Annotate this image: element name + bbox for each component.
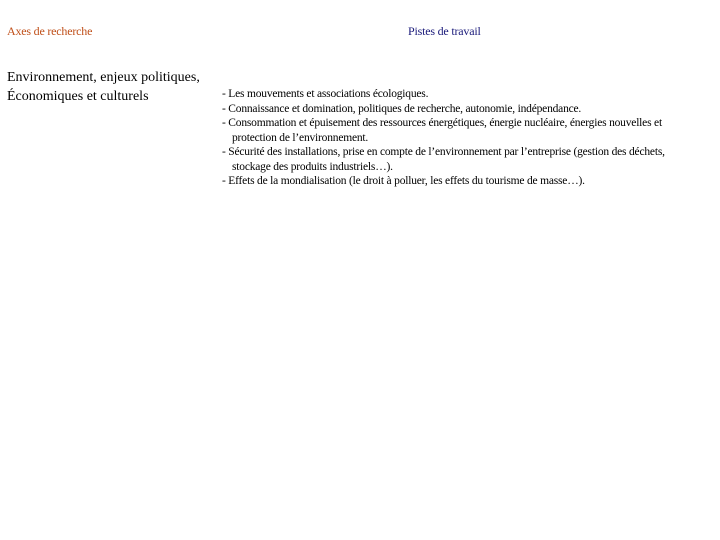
- axes-header: Axes de recherche: [7, 24, 93, 38]
- work-track-item: - Effets de la mondialisation (le droit à polluer, les effets du tourisme de masse…).: [222, 175, 585, 187]
- work-track-item: - Les mouvements et associations écologiques.: [222, 88, 429, 100]
- research-axis-line-2: Économiques et culturels: [7, 89, 149, 104]
- research-axis-line-1: Environnement, enjeux politiques,: [7, 70, 200, 85]
- research-axis-title: [7, 68, 200, 106]
- work-track-item: - Sécurité des installations, prise en compte de l’environnement par l’entreprise (gestion des déchets, stockage des produits industriels…).: [222, 146, 665, 173]
- work-track-item: - Connaissance et domination, politiques de recherche, autonomie, indépendance.: [222, 102, 582, 115]
- tracks-header: Pistes de travail: [408, 24, 481, 38]
- work-track-item: - Consommation et épuisement des ressources énergétiques, énergie nucléaire, énergies nouvelles et protection de l’environnement.: [222, 117, 662, 144]
- work-tracks-list: [222, 87, 692, 189]
